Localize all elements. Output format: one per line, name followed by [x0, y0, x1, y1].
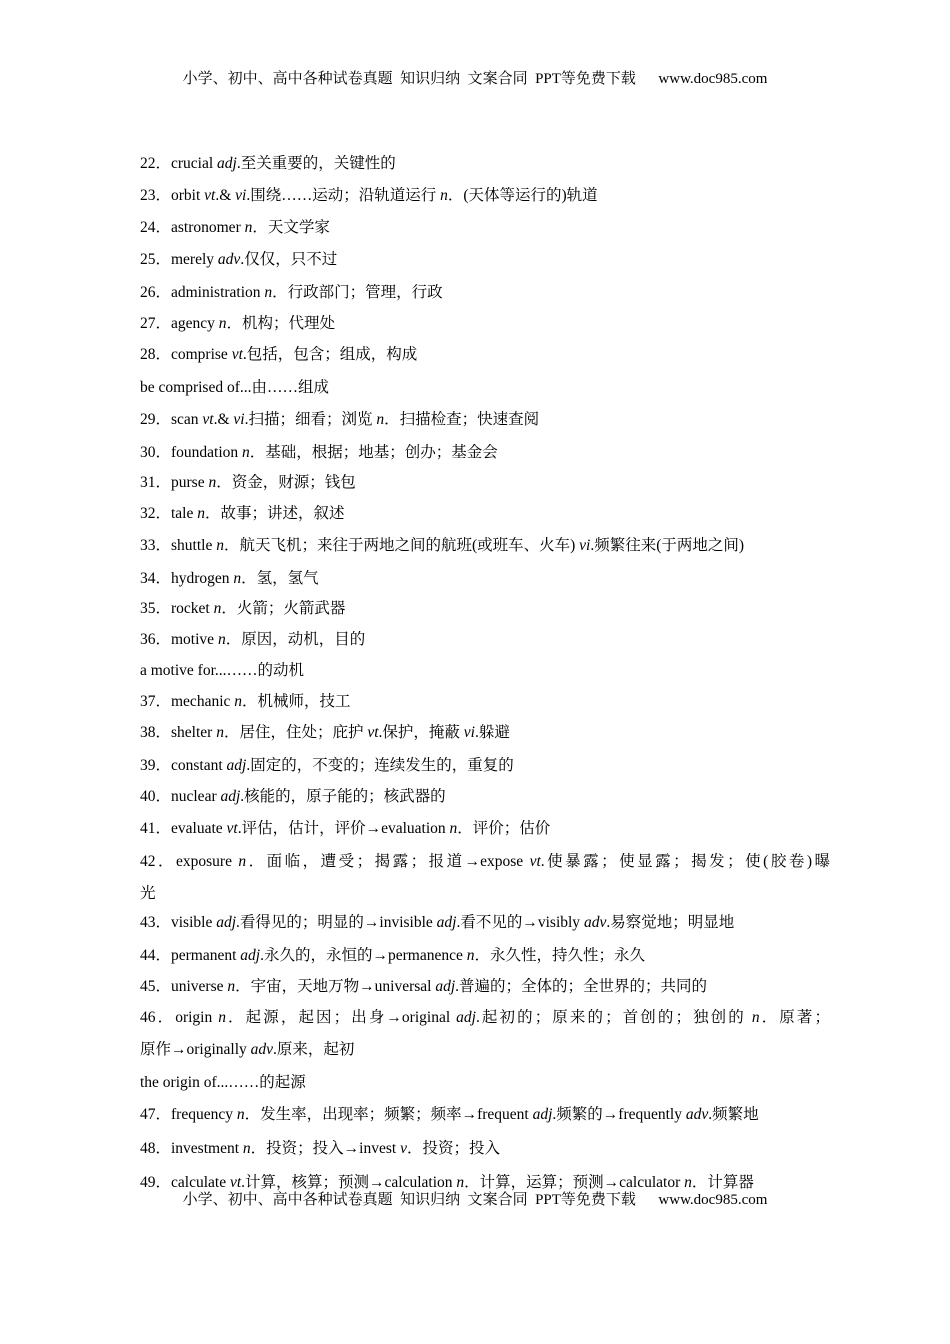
vocab-text: 23．orbit [140, 187, 205, 204]
vocab-text: .核能的，原子能的；核武器的 [240, 788, 446, 805]
part-of-speech: vt [226, 820, 238, 837]
vocab-text: 28．comprise [140, 346, 232, 363]
vocab-text: .频繁地 [708, 1106, 759, 1123]
part-of-speech: adv [583, 914, 607, 931]
vocab-text: .普遍的；全体的；全世界的；共同的 [455, 978, 708, 995]
vocab-text: 35．rocket [140, 600, 214, 617]
vocab-text: ．原因，动机，目的 [225, 631, 366, 648]
vocab-text: .频繁的→frequently [552, 1106, 686, 1123]
vocab-line [140, 472, 830, 494]
part-of-speech: v [400, 1140, 407, 1157]
part-of-speech: vt [229, 1174, 242, 1191]
vocab-text: .包括，包含；组成，构成 [242, 346, 418, 363]
vocab-text: 32．tale [140, 505, 198, 522]
vocab-line [140, 660, 830, 682]
vocab-text: 43．visible [140, 914, 217, 931]
vocab-text: a motive for...……的动机 [140, 662, 305, 679]
vocab-line [140, 217, 830, 239]
vocab-line [140, 409, 830, 431]
vocab-text: 光 [140, 885, 156, 902]
vocab-text: 29．scan [140, 411, 203, 428]
part-of-speech: n [264, 284, 273, 301]
vocab-text: ．资金，财源；钱包 [216, 474, 356, 491]
part-of-speech: n [684, 1174, 692, 1191]
part-of-speech: n [208, 474, 217, 491]
part-of-speech: n [213, 600, 222, 617]
vocab-line [140, 818, 830, 840]
vocab-text: 42．exposure [140, 853, 239, 870]
vocab-text: .起初的；原来的；首创的；独创的 [475, 1009, 752, 1026]
vocab-text: ．起源，起因；出身→original [225, 1009, 457, 1026]
vocab-text: 24．astronomer [140, 219, 245, 236]
vocab-text: .仅仅，只不过 [240, 251, 338, 268]
vocab-line [140, 249, 830, 271]
vocab-text: ．故事；讲述，叙述 [205, 505, 345, 522]
vocab-text: 37．mechanic [140, 693, 235, 710]
vocab-text: 39．constant [140, 757, 227, 774]
vocab-line [140, 1138, 830, 1160]
vocab-text: ．计算，运算；预测→calculator [464, 1174, 685, 1191]
part-of-speech: vt [202, 411, 214, 428]
part-of-speech: n [197, 505, 205, 522]
vocab-text: .& [215, 187, 236, 204]
vocab-line [140, 153, 830, 175]
vocab-text: 34．hydrogen [140, 570, 234, 587]
vocab-text: .频繁往来(于两地之间) [590, 537, 745, 554]
part-of-speech: adj [532, 1106, 553, 1123]
vocab-line [140, 1104, 830, 1126]
vocab-text: ．宇宙，天地万物→universal [235, 978, 436, 995]
vocab-line [140, 282, 830, 304]
vocab-text: ．航天飞机；来往于两地之间的航班(或班车、火车) [223, 537, 580, 554]
vocab-text: ．计算器 [691, 1174, 754, 1191]
vocab-text: .计算，核算；预测→calculation [241, 1174, 457, 1191]
part-of-speech: n [233, 570, 242, 587]
vocab-text: .原来，起初 [273, 1041, 355, 1058]
part-of-speech: n [238, 853, 247, 870]
vocab-line [140, 755, 830, 777]
vocab-text: 44．permanent [140, 947, 241, 964]
part-of-speech: adj [217, 155, 237, 172]
vocab-text: .永久的，永恒的→permanence [260, 947, 467, 964]
vocab-line [140, 629, 830, 651]
part-of-speech: adj [220, 788, 241, 805]
vocab-text: .保护，掩蔽 [378, 724, 464, 741]
vocab-line [140, 1072, 830, 1094]
vocab-line [140, 1007, 830, 1029]
page-footer: 小学、初中、高中各种试卷真题 知识归纳 文案合同 PPT等免费下载 www.doc985.com [182, 1192, 768, 1208]
vocab-line [140, 945, 830, 967]
part-of-speech: n [234, 693, 243, 710]
part-of-speech: adj [216, 914, 237, 931]
vocab-text: 45．universe [140, 978, 228, 995]
vocab-text: the origin of...……的起源 [140, 1074, 306, 1091]
part-of-speech: n [217, 631, 226, 648]
part-of-speech: adj [240, 947, 261, 964]
vocab-text: ．投资；投入→invest [250, 1140, 401, 1157]
part-of-speech: n [227, 978, 236, 995]
vocab-text: .评估，估计，评价→evaluation [237, 820, 450, 837]
vocab-text: .看不见的→visibly [456, 914, 584, 931]
vocab-line [140, 786, 830, 808]
vocab-line [140, 568, 830, 590]
vocab-text: .使暴露；使显露；揭发；使(胶卷)曝 [540, 853, 831, 870]
part-of-speech: n [449, 820, 458, 837]
vocab-text: .扫描；细看；浏览 [244, 411, 377, 428]
vocab-text: ．机构；代理处 [226, 315, 336, 332]
part-of-speech: n [466, 947, 475, 964]
vocab-text: ．基础，根据；地基；创办；基金会 [249, 444, 498, 461]
vocab-line [140, 535, 830, 557]
part-of-speech: adj [226, 757, 247, 774]
part-of-speech: vi [579, 537, 591, 554]
part-of-speech: n [218, 315, 227, 332]
vocab-text: .围绕……运动；沿轨道运行 [246, 187, 441, 204]
vocab-text: 36．motive [140, 631, 218, 648]
vocab-text: 30．foundation [140, 444, 243, 461]
part-of-speech: adv [250, 1041, 274, 1058]
vocab-line [140, 377, 830, 399]
part-of-speech: n [244, 219, 253, 236]
part-of-speech: n [216, 537, 224, 554]
vocab-text: 31．purse [140, 474, 209, 491]
part-of-speech: vi [235, 187, 247, 204]
part-of-speech: n [751, 1009, 760, 1026]
vocab-line [140, 442, 830, 464]
part-of-speech: vt [367, 724, 379, 741]
vocab-text: 47．frequency [140, 1106, 237, 1123]
part-of-speech: vi [233, 411, 245, 428]
vocab-text: 27．agency [140, 315, 219, 332]
part-of-speech: vt [204, 187, 216, 204]
vocab-text: 46．origin [140, 1009, 219, 1026]
vocab-text: .看得见的；明显的→invisible [236, 914, 437, 931]
vocab-line [140, 1039, 830, 1061]
vocab-text: ．机械师，技工 [242, 693, 351, 710]
part-of-speech: adj [456, 1009, 476, 1026]
part-of-speech: vt [231, 346, 243, 363]
vocab-text: .固定的，不变的；连续发生的，重复的 [246, 757, 514, 774]
vocab-text: ．发生率，出现率；频繁；频率→frequent [244, 1106, 533, 1123]
page-header: 小学、初中、高中各种试卷真题 知识归纳 文案合同 PPT等免费下载 www.doc985.com [182, 71, 768, 87]
vocab-text: 26．administration [140, 284, 265, 301]
vocab-text: ．评价；估价 [457, 820, 551, 837]
part-of-speech: n [242, 1140, 251, 1157]
vocab-text: ．天文学家 [252, 219, 330, 236]
part-of-speech: n [236, 1106, 245, 1123]
vocab-line [140, 912, 830, 934]
part-of-speech: n [218, 1009, 226, 1026]
vocab-text: 33．shuttle [140, 537, 217, 554]
vocab-line [140, 851, 830, 873]
vocab-text: be comprised of...由……组成 [140, 379, 329, 396]
part-of-speech: adv [685, 1106, 709, 1123]
part-of-speech: vt [529, 853, 541, 870]
vocab-text: .& [213, 411, 234, 428]
vocab-line [140, 503, 830, 525]
vocab-text: ．面临，遭受；揭露；报道→expose [246, 853, 530, 870]
vocab-text: 原作→originally [140, 1041, 251, 1058]
vocab-text: ．火箭；火箭武器 [221, 600, 346, 617]
vocab-text: ．永久性，持久性；永久 [474, 947, 645, 964]
vocab-text: ．投资；投入 [406, 1140, 500, 1157]
vocab-line [140, 185, 830, 207]
vocab-text: ．扫描检查；快速查阅 [384, 411, 540, 428]
vocab-line [140, 313, 830, 335]
vocab-line [140, 598, 830, 620]
part-of-speech: adj [435, 978, 456, 995]
vocab-text: 48．investment [140, 1140, 243, 1157]
part-of-speech: n [440, 187, 448, 204]
vocab-line [140, 722, 830, 744]
vocab-line [140, 883, 830, 905]
vocab-line [140, 691, 830, 713]
part-of-speech: n [376, 411, 385, 428]
vocab-text: ．行政部门；管理，行政 [272, 284, 443, 301]
vocab-text: .易察觉地；明显地 [606, 914, 735, 931]
vocab-text: .至关重要的，关键性的 [236, 155, 396, 172]
vocab-text: ．氢，氢气 [241, 570, 319, 587]
part-of-speech: n [456, 1174, 465, 1191]
vocab-text: 49．calculate [140, 1174, 230, 1191]
vocab-text: 38．shelter [140, 724, 217, 741]
vocab-text: 25．merely [140, 251, 218, 268]
part-of-speech: n [216, 724, 224, 741]
vocab-text: ．(天体等运行的)轨道 [447, 187, 598, 204]
part-of-speech: adv [217, 251, 241, 268]
vocab-text: ．居住，住处；庇护 [223, 724, 368, 741]
vocab-text: 22．crucial [140, 155, 218, 172]
vocab-text: 41．evaluate [140, 820, 227, 837]
vocab-text: ．原著； [759, 1009, 830, 1026]
vocab-line [140, 344, 830, 366]
vocab-line [140, 976, 830, 998]
vocab-text: .躲避 [474, 724, 510, 741]
part-of-speech: n [242, 444, 250, 461]
part-of-speech: vi [463, 724, 475, 741]
part-of-speech: adj [436, 914, 457, 931]
vocab-text: 40．nuclear [140, 788, 221, 805]
